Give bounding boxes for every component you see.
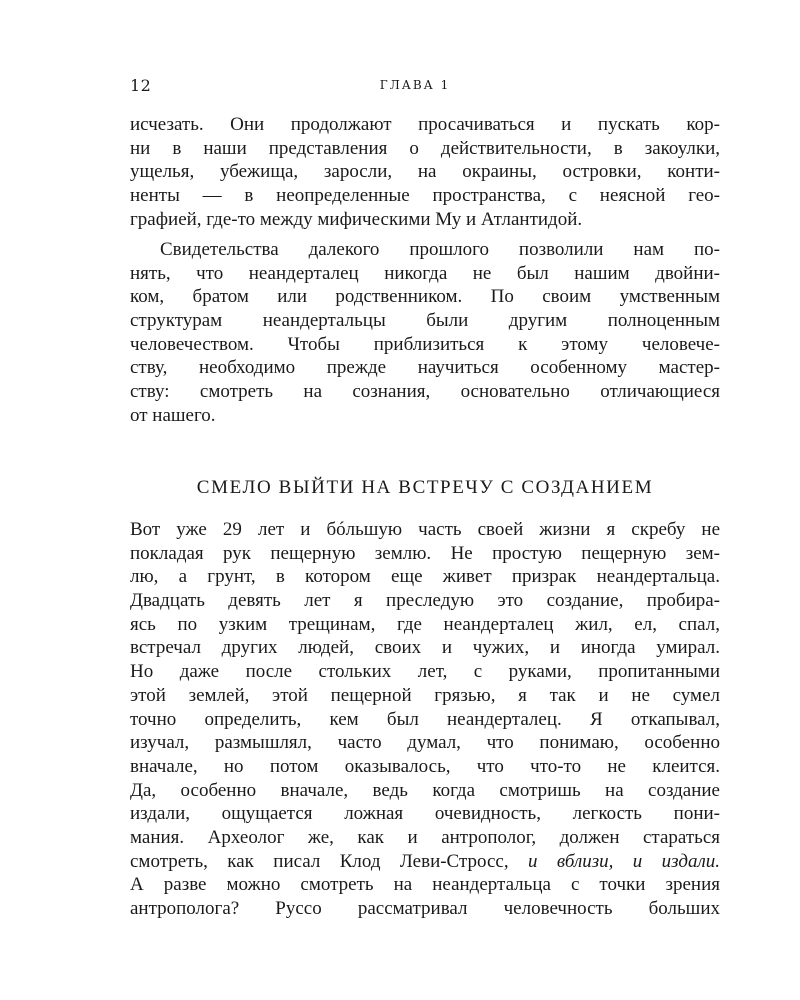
text-line-with-italic bbox=[130, 850, 720, 874]
text-line: структурам неандертальцы были другим полноценным bbox=[130, 310, 720, 332]
paragraph-1 bbox=[130, 113, 720, 231]
text-line: вначале, но потом оказывалось, что что-то не клеится. bbox=[130, 755, 720, 777]
text-line: встречал других людей, своих и чужих, и иногда умирал. bbox=[130, 637, 720, 659]
italic-quote: и вблизи, и издали. bbox=[528, 850, 720, 872]
text-line: антрополога? Руссо рассматривал человечность больших bbox=[130, 898, 720, 919]
text-line: ущелья, убежища, заросли, на окраины, островки, конти- bbox=[130, 161, 720, 183]
text-line: мания. Археолог же, как и антрополог, должен стараться bbox=[130, 826, 720, 848]
paragraph-2 bbox=[130, 238, 720, 428]
text-line: А разве можно смотреть на неандертальца с точки зрения bbox=[130, 874, 720, 896]
chapter-label: ГЛАВА 1 bbox=[379, 78, 451, 92]
text-line: исчезать. Они продолжают просачиваться и пускать кор- bbox=[130, 114, 720, 135]
text-line: ненты — в неопределенные пространства, с неясной гео- bbox=[130, 185, 720, 207]
running-head bbox=[130, 76, 720, 98]
text-line: ству, необходимо прежде научиться особенному мастер- bbox=[130, 357, 720, 379]
text-line: Свидетельства далекого прошлого позволили нам по- bbox=[160, 239, 720, 260]
text-line: точно определить, кем был неандерталец. Я откапывал, bbox=[130, 708, 720, 730]
text-line: Вот уже 29 лет и бóльшую часть своей жизни я скребу не bbox=[130, 519, 720, 540]
text-line: ни в наши представления о действительности, в закоулки, bbox=[130, 137, 720, 159]
text-line: покладая рук пещерную землю. Не простую пещерную зем- bbox=[130, 542, 720, 564]
text-line: ству: смотреть на сознания, основательно отличающиеся bbox=[130, 381, 720, 403]
section-heading: СМЕЛО ВЫЙТИ НА ВСТРЕЧУ С СОЗДАНИЕМ bbox=[196, 477, 654, 498]
text-line: Но даже после стольких лет, с руками, пропитанными bbox=[130, 661, 720, 683]
text-line: этой землей, этой пещерной грязью, я так и не сумел bbox=[130, 684, 720, 706]
text-line-prefix: смотреть, как писал Клод Леви-Стросс, bbox=[130, 850, 528, 872]
paragraph-3 bbox=[130, 518, 720, 921]
text-line: Да, особенно вначале, ведь когда смотришь на создание bbox=[130, 779, 720, 801]
text-line: ком, братом или родственником. По своим умственным bbox=[130, 286, 720, 308]
text-line: нять, что неандерталец никогда не был нашим двойни- bbox=[130, 262, 720, 284]
text-line: изучал, размышлял, часто думал, что понимаю, особенно bbox=[130, 732, 720, 754]
text-line: Двадцать девять лет я преследую это создание, пробира- bbox=[130, 590, 720, 612]
text-line: графией, где-то между мифическими Му и Атлантидой. bbox=[130, 208, 583, 230]
text-line: лю, а грунт, в котором еще живет призрак неандертальца. bbox=[130, 566, 720, 588]
page-number: 12 bbox=[130, 76, 152, 95]
text-line: издали, ощущается ложная очевидность, легкость пони- bbox=[130, 803, 720, 825]
text-line: человечеством. Чтобы приблизиться к этому человече- bbox=[130, 333, 720, 355]
text-line: ясь по узким трещинам, где неандерталец жил, ел, спал, bbox=[130, 613, 720, 635]
text-line: от нашего. bbox=[130, 404, 216, 426]
